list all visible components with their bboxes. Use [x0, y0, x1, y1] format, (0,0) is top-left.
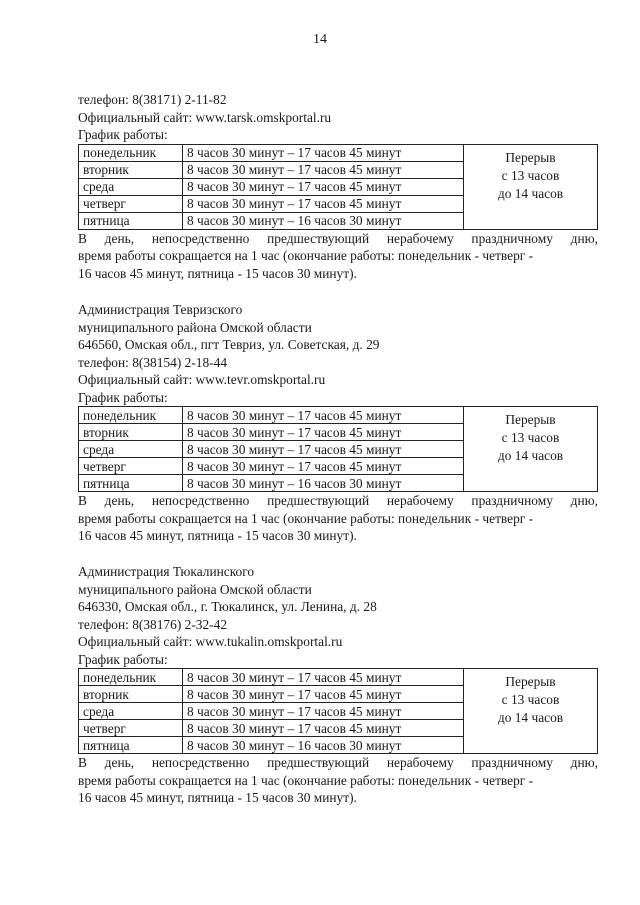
table-row	[79, 407, 598, 424]
section-tyukalinsk	[78, 563, 598, 807]
note-line: 16 часов 45 минут, пятница - 15 часов 30 минут).	[78, 790, 357, 805]
day-cell: четверг	[79, 458, 183, 475]
address: 646330, Омская обл., г. Тюкалинск, ул. Ленина, д. 28	[78, 599, 377, 614]
day-cell: пятница	[79, 737, 183, 754]
day-cell: понедельник	[79, 407, 183, 424]
phone: телефон: 8(38154) 2-18-44	[78, 354, 228, 370]
section-tevriz	[78, 301, 598, 545]
note-line: время работы сокращается на 1 час (окончание работы: понедельник - четверг -	[78, 510, 534, 526]
hours-cell: 8 часов 30 минут – 17 часов 45 минут	[183, 720, 464, 737]
org-district: муниципального района Омской области	[78, 581, 312, 597]
hours-cell: 8 часов 30 минут – 17 часов 45 минут	[183, 703, 464, 720]
note-line: 16 часов 45 минут, пятница - 15 часов 30 минут).	[78, 265, 357, 281]
org-name: Администрация Тевризского	[78, 302, 243, 317]
phone: телефон: 8(38176) 2-32-42	[78, 616, 228, 632]
address: 646560, Омская обл., пгт Тевриз, ул. Советская, д. 29	[78, 337, 380, 352]
break-cell	[464, 669, 598, 754]
day-cell: понедельник	[79, 144, 183, 161]
section-tarsk	[78, 91, 598, 282]
phone: телефон: 8(38171) 2-11-82	[78, 92, 227, 107]
break-line: с 13 часов	[501, 430, 560, 445]
break-line: до 14 часов	[497, 710, 564, 725]
day-cell: пятница	[79, 212, 183, 229]
break-line: Перерыв	[505, 412, 556, 427]
org-name: Администрация Тюкалинского	[78, 564, 255, 579]
schedule-table	[78, 144, 598, 230]
day-cell: вторник	[79, 424, 183, 441]
break-line: с 13 часов	[501, 167, 560, 183]
break-line: Перерыв	[505, 149, 556, 165]
break-line: Перерыв	[505, 674, 556, 689]
day-cell: вторник	[79, 161, 183, 178]
note-line: В день, непосредственно предшествующий нерабочему праздничному дню,	[78, 755, 598, 770]
day-cell: среда	[79, 703, 183, 720]
day-cell: пятница	[79, 475, 183, 492]
page-number: 14	[313, 32, 327, 47]
hours-cell: 8 часов 30 минут – 17 часов 45 минут	[183, 407, 464, 424]
org-district: муниципального района Омской области	[78, 319, 312, 335]
note-line: время работы сокращается на 1 час (окончание работы: понедельник - четверг -	[78, 772, 534, 788]
hours-cell: 8 часов 30 минут – 17 часов 45 минут	[183, 144, 464, 161]
hours-cell: 8 часов 30 минут – 17 часов 45 минут	[183, 458, 464, 475]
hours-cell: 8 часов 30 минут – 16 часов 30 минут	[183, 212, 464, 229]
hours-cell: 8 часов 30 минут – 16 часов 30 минут	[183, 475, 464, 492]
day-cell: четверг	[79, 720, 183, 737]
website: Официальный сайт: www.tarsk.omskportal.ru	[78, 109, 332, 125]
website: Официальный сайт: www.tevr.omskportal.ru	[78, 372, 326, 387]
note-line: В день, непосредственно предшествующий нерабочему праздничному дню,	[78, 230, 598, 246]
note-line: 16 часов 45 минут, пятница - 15 часов 30 минут).	[78, 528, 357, 543]
table-row	[79, 144, 598, 161]
schedule-label: График работы:	[78, 127, 168, 142]
schedule-label: График работы:	[78, 389, 168, 405]
shortened-day-note	[78, 492, 598, 545]
day-cell: понедельник	[79, 669, 183, 686]
hours-cell: 8 часов 30 минут – 17 часов 45 минут	[183, 669, 464, 686]
table-row	[79, 669, 598, 686]
break-cell	[464, 407, 598, 492]
shortened-day-note	[78, 754, 598, 807]
break-cell	[464, 144, 598, 229]
break-line: до 14 часов	[497, 185, 564, 201]
schedule-table	[78, 668, 598, 754]
hours-cell: 8 часов 30 минут – 17 часов 45 минут	[183, 686, 464, 703]
day-cell: среда	[79, 441, 183, 458]
note-line: В день, непосредственно предшествующий нерабочему праздничному дню,	[78, 493, 598, 508]
website: Официальный сайт: www.tukalin.omskportal.ru	[78, 634, 343, 649]
schedule-table	[78, 406, 598, 492]
break-line: с 13 часов	[501, 692, 560, 707]
hours-cell: 8 часов 30 минут – 17 часов 45 минут	[183, 178, 464, 195]
day-cell: среда	[79, 178, 183, 195]
hours-cell: 8 часов 30 минут – 16 часов 30 минут	[183, 737, 464, 754]
hours-cell: 8 часов 30 минут – 17 часов 45 минут	[183, 161, 464, 178]
hours-cell: 8 часов 30 минут – 17 часов 45 минут	[183, 441, 464, 458]
shortened-day-note	[78, 230, 598, 283]
hours-cell: 8 часов 30 минут – 17 часов 45 минут	[183, 424, 464, 441]
schedule-label: График работы:	[78, 651, 168, 667]
note-line: время работы сокращается на 1 час (окончание работы: понедельник - четверг -	[78, 248, 534, 263]
hours-cell: 8 часов 30 минут – 17 часов 45 минут	[183, 195, 464, 212]
day-cell: четверг	[79, 195, 183, 212]
day-cell: вторник	[79, 686, 183, 703]
break-line: до 14 часов	[497, 448, 564, 463]
